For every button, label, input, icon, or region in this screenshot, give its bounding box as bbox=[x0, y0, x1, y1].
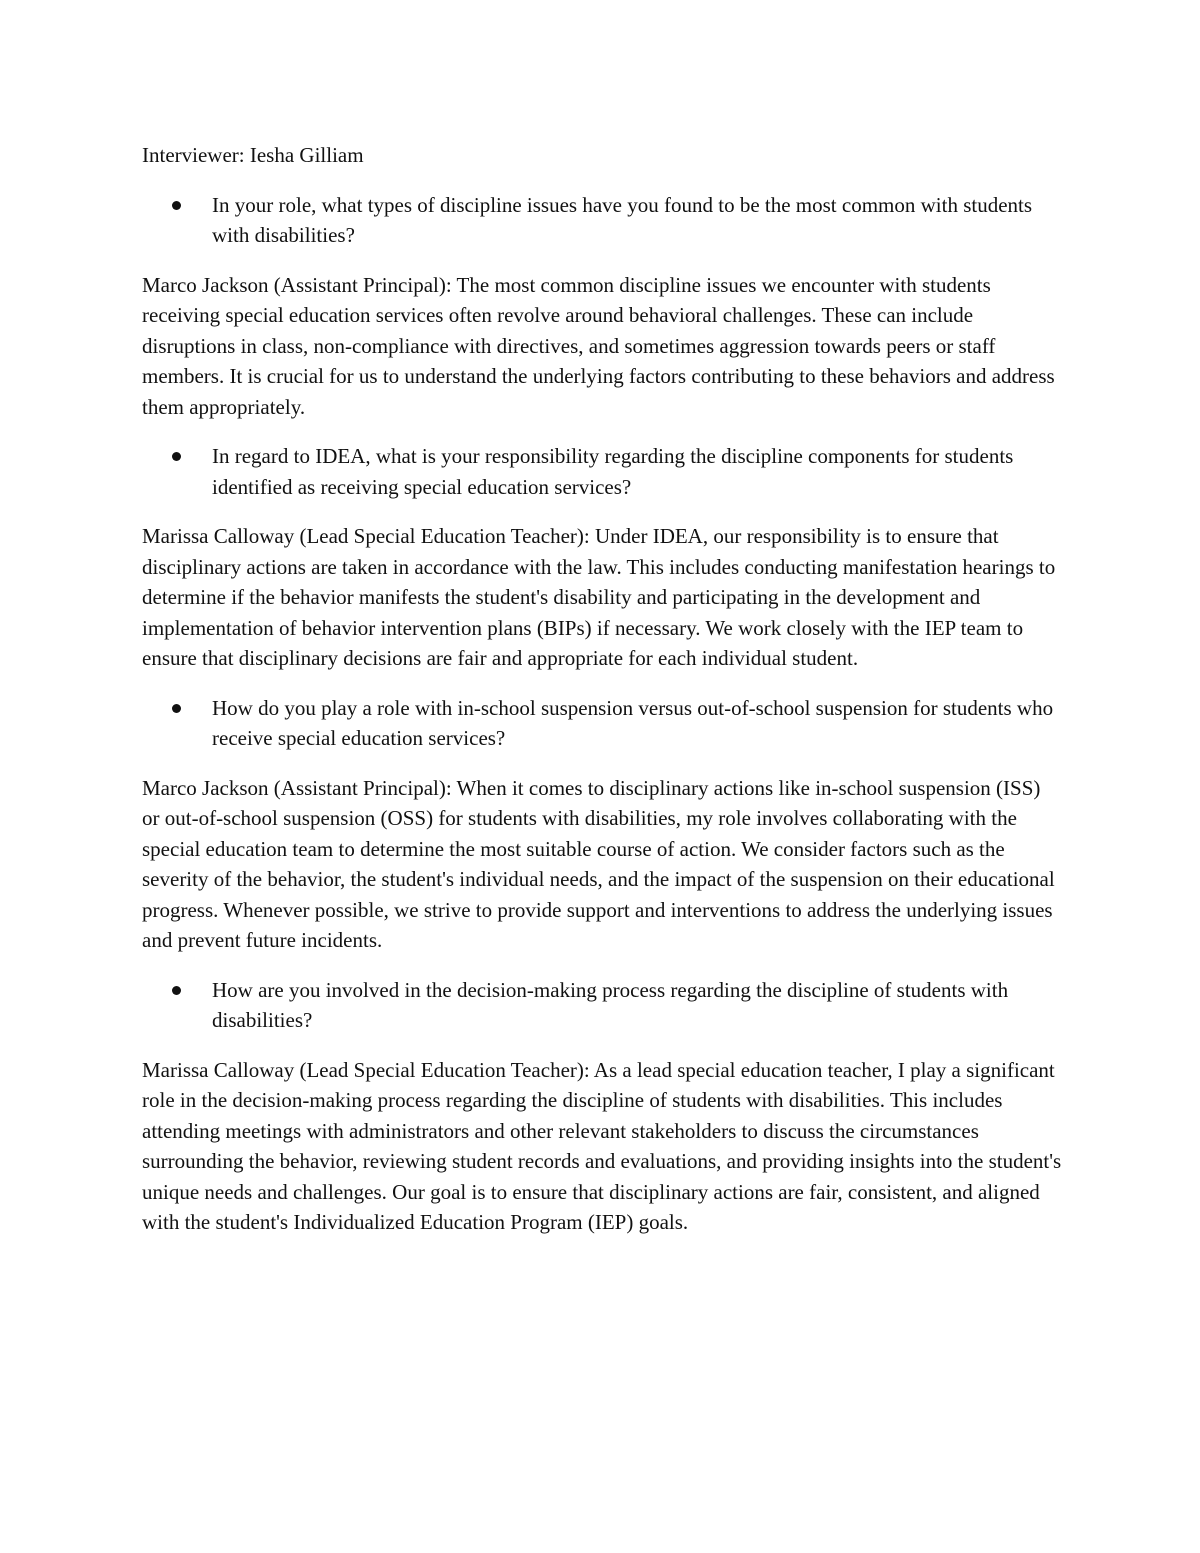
question-text: How do you play a role with in-school suspension versus out-of-school suspension for students who receive special education services? bbox=[212, 695, 1054, 750]
answer-paragraph: Marco Jackson (Assistant Principal): The most common discipline issues we encounter with students receiving special education services often revolve around behavioral challenges. These can include disruptions in class, non-compliance with directives, and sometimes aggression towards peers or staff members. It is crucial for us to understand the underlying factors contributing to these behaviors and address them appropriately. bbox=[142, 272, 1055, 419]
document-body bbox=[142, 140, 1062, 1257]
question-text: In regard to IDEA, what is your responsibility regarding the discipline components for students identified as receiving special education services? bbox=[212, 444, 1014, 499]
bullet-icon bbox=[172, 452, 181, 461]
bullet-icon bbox=[172, 704, 181, 713]
answer-paragraph: Marissa Calloway (Lead Special Education Teacher): As a lead special education teacher, I play a significant role in the decision-making process regarding the discipline of students with disabilities. This includes attending meetings with administrators and other relevant stakeholders to discuss the circumstances surrounding the behavior, reviewing student records and evaluations, and providing insights into the student's unique needs and challenges. Our goal is to ensure that disciplinary actions are fair, consistent, and aligned with the student's Individualized Education Program (IEP) goals. bbox=[142, 1057, 1062, 1234]
answer-paragraph: Marissa Calloway (Lead Special Education Teacher): Under IDEA, our responsibility is to ensure that disciplinary actions are taken in accordance with the law. This includes conducting manifestation hearings to determine if the behavior manifests the student's disability and participating in the development and implementation of behavior intervention plans (BIPs) if necessary. We work closely with the IEP team to ensure that disciplinary decisions are fair and appropriate for each individual student. bbox=[142, 524, 1056, 670]
bullet-icon bbox=[172, 201, 181, 210]
interviewer-line: Interviewer: Iesha Gilliam bbox=[142, 143, 364, 167]
question-item bbox=[142, 693, 1062, 754]
question-text: How are you involved in the decision-making process regarding the discipline of students with disabilities? bbox=[212, 977, 1009, 1032]
question-item bbox=[142, 190, 1062, 251]
question-item bbox=[142, 441, 1062, 502]
bullet-icon bbox=[172, 986, 181, 995]
question-text: In your role, what types of discipline issues have you found to be the most common with students with disabilities? bbox=[212, 192, 1033, 247]
question-item bbox=[142, 975, 1062, 1036]
answer-paragraph: Marco Jackson (Assistant Principal): When it comes to disciplinary actions like in-school suspension (ISS) or out-of-school suspension (OSS) for students with disabilities, my role involves collaborating with the special education team to determine the most suitable course of action. We consider factors such as the severity of the behavior, the student's individual needs, and the impact of the suspension on their educational progress. Whenever possible, we strive to provide support and interventions to address the underlying issues and prevent future incidents. bbox=[142, 775, 1055, 952]
